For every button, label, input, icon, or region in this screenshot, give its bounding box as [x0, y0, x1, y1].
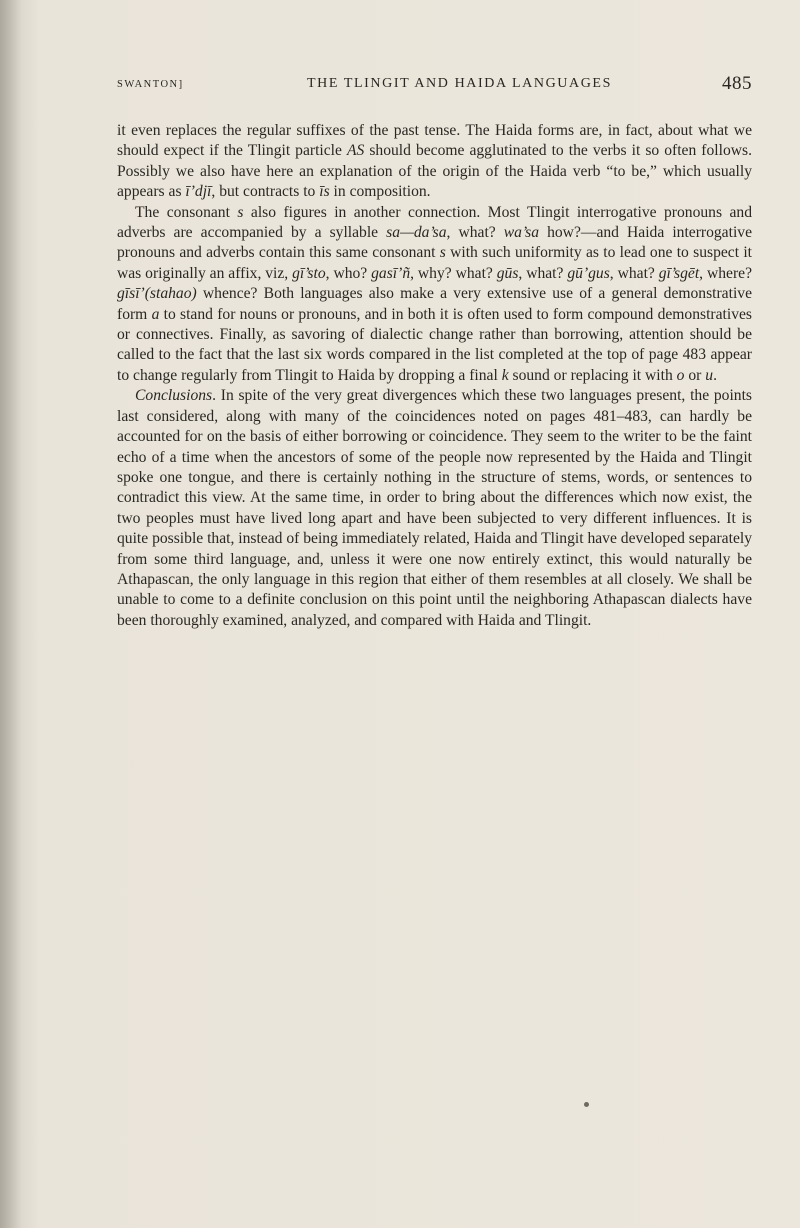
text-run: also figures in another connection. Most Tlingit interrogative pronouns and adverbs are accompanied by a syllable	[117, 203, 752, 242]
text-run: it even replaces the regular suffixes of the past tense. The Haida forms are, in fact, about what we should expect if the Tlingit particle	[117, 122, 752, 160]
text-run: whence? Both languages also make a very extensive use of a general demonstrative form	[117, 285, 752, 323]
italic-term: gīsī’(stahao)	[117, 285, 197, 303]
text-run: , who?	[325, 264, 372, 282]
italic-term: u	[705, 366, 714, 384]
paragraph-haida-verb-forms	[117, 121, 752, 203]
text-run: sound or replacing it with	[508, 366, 677, 384]
italic-term: gasī’ñ	[371, 264, 411, 282]
italic-term: īs	[319, 183, 330, 201]
paragraph-consonant-s	[117, 203, 752, 387]
text-run: to stand for nouns or pronouns, and in both it is often used to form compound demonstratives or connectives. Finally, as savoring of dialectic change rather than borrowing, attention should be called to the fact that the last six words compared in the list completed at the top of page 483 appear to change regularly from Tlingit to Haida by dropping a final	[117, 305, 752, 384]
italic-term: sa—da’sa	[386, 224, 447, 242]
ink-speck	[584, 1102, 589, 1107]
text-run: how?—and Haida interrogative pronouns and adverbs contain this same consonant	[117, 224, 752, 262]
page-number: 485	[722, 73, 752, 94]
running-head-title: THE TLINGIT AND HAIDA LANGUAGES	[307, 76, 612, 91]
italic-term: Conclusions	[135, 387, 213, 405]
italic-term: AS	[346, 142, 365, 160]
italic-term: gī’sgēt	[658, 264, 700, 282]
running-head-author: SWANTON]	[117, 79, 184, 90]
text-run: , why? what?	[410, 264, 497, 282]
italic-term: gū’gus	[567, 264, 610, 282]
italic-term: a	[151, 305, 160, 323]
binding-shadow	[0, 0, 22, 1228]
paragraph-conclusions	[117, 386, 752, 631]
text-run: , but contracts to	[211, 183, 320, 201]
text-run: in composition.	[329, 183, 431, 201]
text-run: , what?	[446, 224, 504, 242]
text-run: .	[713, 366, 717, 384]
text-run: should become agglutinated to the verbs it so often follows. Possibly we also have here an explanation of the origin of the Haida verb “to be,” which usually appears as	[117, 142, 752, 201]
italic-term: gī’sto	[292, 264, 326, 282]
text-run: , where?	[699, 264, 752, 282]
italic-term: ī’djī	[185, 183, 212, 201]
italic-term: s	[237, 203, 244, 221]
body-text	[117, 121, 752, 631]
italic-term: o	[676, 366, 685, 384]
italic-term: gūs	[496, 264, 519, 282]
text-run: or	[684, 366, 706, 384]
text-run: . In spite of the very great divergences which these two languages present, the points last considered, along with many of the coincidences noted on pages 481–483, can hardly be accounted for on the basis of either borrowing or coincidence. They seem to the writer to be the faint echo of a time when the ancestors of some of the people now represented by the Haida and Tlingit spoke one tongue, and there is certainly nothing in the structure of stems, words, or sentences to contradict this view. At the same time, in order to bring about the differences which now exist, the two peoples must have lived long apart and have been subjected to very different influences. It is quite possible that, instead of being immediately related, Haida and Tlingit have developed separately from some third language, and, unless it were one now entirely extinct, this would naturally be Athapascan, the only language in this region that either of them resembles at all closely. We shall be unable to come to a definite conclusion on this point until the neighboring Athapascan dialects have been thoroughly examined, analyzed, and compared with Haida and Tlingit.	[117, 387, 752, 629]
text-run: , what?	[518, 264, 568, 282]
italic-term: k	[501, 366, 509, 384]
text-run: The consonant	[135, 203, 238, 221]
italic-term: s	[439, 244, 446, 262]
text-run: with such uniformity as to lead one to suspect it was originally an affix, viz,	[117, 244, 752, 282]
italic-term: wa’sa	[503, 224, 540, 242]
running-head	[117, 73, 752, 97]
text-run: , what?	[609, 264, 659, 282]
